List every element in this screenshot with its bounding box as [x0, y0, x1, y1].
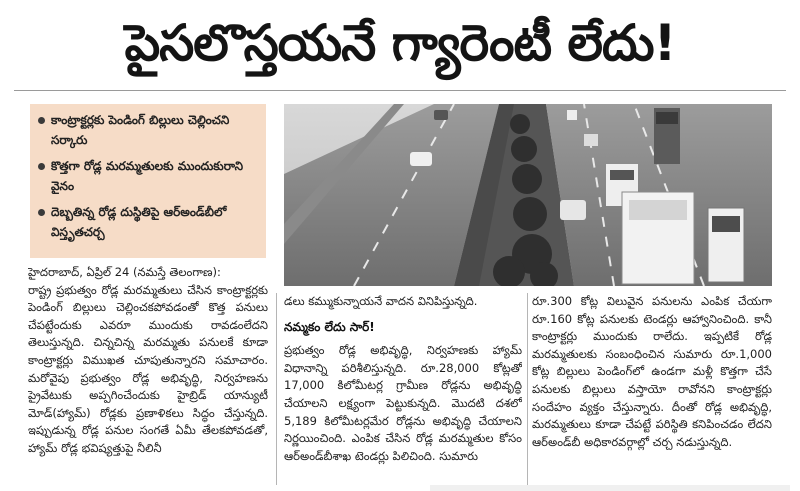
article-column-2	[284, 293, 522, 488]
subheading: నమ్మకం లేదు సార్!	[284, 319, 375, 334]
highlight-text: కాంట్రాక్టర్లకు పెండింగ్ బిల్లులు చెల్లించని సర్కారు	[51, 113, 230, 147]
column-3-body: రూ.300 కోట్ల విలువైన పనులను ఎంపిక చేయగా రూ.160 కోట్ల పనులకు టెండర్లు ఆహ్వానించింది. కానీ కాంట్రాక్టర్లు ముందుకు రాలేదు. ఇప్పటికే రోడ్ల మరమ్మతులకు సంబంధించిన సుమారు రూ.1,000 కోట్ల బిల్లులు పెండింగ్‌లో ఉండగా మళ్లీ కొత్తగా చేసే పనులకు బిల్లులు వస్తాయో రావోనని కాంట్రాక్టర్లు సందేహం వ్యక్తం చేస్తున్నారు. దీంతో రోడ్ల అభివృద్ధి, మరమ్మతులు కూడా చేపట్టే పరిస్థితి కనిపించడం లేదని ఆర్‌అండ్‌బీ అధికారవర్గాల్లో చర్చ నడుస్తున్నది.	[532, 294, 772, 449]
bullet-icon	[38, 117, 45, 124]
highway-photo	[284, 104, 772, 286]
highlight-text: కొత్తగా రోడ్ల మరమ్మతులకు ముందుకురాని వైనం	[51, 159, 244, 193]
highlight-text: దెబ్బతిన్న రోడ్ల దుస్థితిపై ఆర్‌అండ్‌బీలో విస్తృతచర్చ	[51, 205, 227, 239]
highlight-item	[38, 110, 260, 150]
highway-photo-icon	[284, 104, 772, 286]
highlight-item	[38, 156, 260, 196]
highlights-box	[30, 104, 266, 258]
bullet-icon	[38, 209, 45, 216]
column-2-body: ప్రభుత్వం రోడ్ల అభివృద్ధి, నిర్వహణకు హ్యామ్ విధానాన్ని పరిశీలిస్తున్నది. రూ.28,000 కోట్లతో 17,000 కిలోమీటర్ల గ్రామీణ రోడ్లను అభివృద్ధి చేయాలని లక్ష్యంగా పెట్టుకున్నది. మొదటి దశలో 5,189 కిలోమీటర్లమేర రోడ్లను అభివృద్ధి చేయాలని నిర్ణయించింది. ఎంపిక చేసిన రోడ్ల మరమ్మతుల కోసం ఆర్‌అండ్‌బీశాఖ టెండర్లు పిలిచింది. సుమారు	[284, 343, 522, 463]
top-divider	[14, 90, 786, 91]
highlight-item	[38, 202, 260, 242]
headline: పైసలొస్తయనే గ్యారెంటీ లేదు!	[124, 14, 676, 72]
article-column-1	[28, 264, 268, 488]
column-divider	[276, 293, 277, 485]
column-1-body: రాష్ట్ర ప్రభుత్వం రోడ్ల మరమ్మతులు చేసిన కాంట్రాక్టర్లకు పెండింగ్ బిల్లులు చెల్లించకపోవడంతో కొత్త పనులు చేపట్టేందుకు ఎవరూ ముందుకు రావడంలేదని తెలుస్తున్నది. చిన్నచిన్న మరమ్మతు పనులకే కూడా కాంట్రాక్టర్లు విముఖత చూపుతున్నారని సమాచారం. మరోవైపు ప్రభుత్వం రోడ్ల అభివృద్ధి, నిర్వహణను ప్రైవేటుకు అప్పగించేందుకు హైబ్రిడ్ యాన్యుటీ మోడ్(హ్యామ్) రోడ్లకు ప్రణాళికలు సిద్ధం చేస్తున్నది. ఇప్పుడున్న రోడ్ల పనుల సంగతే ఏమీ తేలకపోవడతో, హ్యామ్ రోడ్ల భవిష్యత్తుపై నీలినీ	[28, 282, 268, 455]
dateline: హైదరాబాద్, ఏప్రిల్ 24 (నమస్తే తెలంగాణ):	[28, 265, 221, 279]
article-column-3	[532, 293, 772, 488]
bullet-icon	[38, 163, 45, 170]
page-bottom-strip	[430, 485, 790, 491]
column-divider	[527, 293, 528, 485]
column-2-intro: డలు కమ్ముకున్నాయనే వాదన వినిపిస్తున్నది.	[284, 294, 478, 308]
